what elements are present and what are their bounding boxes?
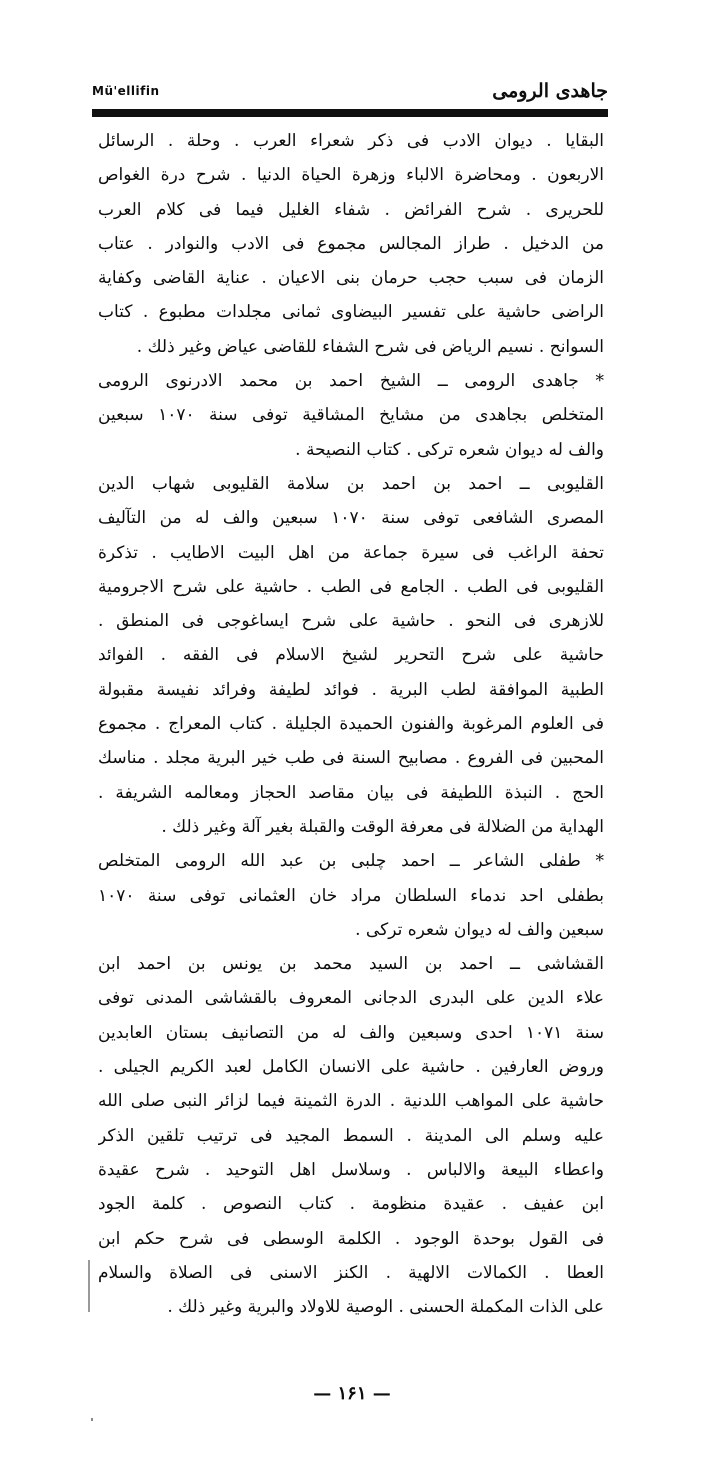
running-head-code: Mü'ellifin <box>92 84 160 98</box>
text-line: حاشیة علی المواهب اللدنیة . الدرة الثمینة فیما لزائر النبی صلی الله <box>98 1091 604 1112</box>
text-line: الهدایة من الضلالة فی معرفة الوقت والقبلة بغیر آلة وغیر ذلك . <box>161 816 604 837</box>
text-line: علی الذات المكملة الحسنی . الوصیة للاولاد والبریة وغیر ذلك . <box>167 1297 604 1318</box>
text-line: الراضی حاشیة علی تفسیر البیضاوی ثمانی مجلدات مطبوع . كتاب <box>98 302 604 323</box>
text-line: المحبین فی الفروع . مصابیح السنة فی طب خیر البریة مجلد . مناسك <box>98 748 604 769</box>
text-line: القلیوبی ــ احمد بن احمد بن سلامة القلیوبی شهاب الدین <box>98 473 604 494</box>
text-line: واعطاء البیعة والالباس . وسلاسل اهل التوحید . شرح عقیدة <box>98 1159 604 1180</box>
text-line: الاربعون . ومحاضرة الالباء وزهرة الحیاة الدنیا . شرح درة الغواص <box>98 165 604 186</box>
text-line: المصری الشافعی توفی سنة ۱۰۷۰ سبعین والف له من التآلیف <box>98 508 604 529</box>
running-head <box>92 80 608 106</box>
page-number: — ۱۶۱ — <box>313 1383 391 1404</box>
text-line: فی القول بوحدة الوجود . الكلمة الوسطی فی شرح حكم ابن <box>98 1228 604 1249</box>
text-line: للازهری فی النحو . حاشیة علی شرح ایساغوجی فی المنطق . <box>98 611 604 632</box>
text-line: سنة ۱۰۷۱ احدی وسبعین والف له من التصانیف بستان العابدین <box>98 1022 604 1043</box>
text-line: بطفلی احد ندماء السلطان مراد خان العثمانی توفی سنة ۱۰۷۰ <box>98 885 604 906</box>
text-line: القشاشی ــ احمد بن السید محمد بن یونس بن احمد ابن <box>98 954 604 975</box>
running-head-title: جاهدی الرومی <box>492 80 608 102</box>
text-line: علاء الدین علی البدری الدجانی المعروف بالقشاشی المدنی توفی <box>98 988 604 1009</box>
text-line: ابن عفیف . عقیدة منظومة . كتاب النصوص . كلمة الجود <box>98 1194 604 1215</box>
text-line: العطا . الكمالات الالهیة . الكنز الاسنی فی الصلاة والسلام <box>98 1262 604 1283</box>
text-line: فی العلوم المرغوبة والفنون الحمیدة الجلیلة . كتاب المعراج . مجموع <box>98 714 604 735</box>
text-line: تحفة الراغب فی سیرة جماعة من اهل البیت الاطایب . تذكرة <box>98 542 604 563</box>
text-line: * طفلی الشاعر ــ احمد چلبی بن عبد الله الرومی المتخلص <box>98 851 604 872</box>
scan-speck <box>91 1418 93 1421</box>
text-line: الزمان فی سبب حجب حرمان بنی الاعیان . عنایة القاضی وكفایة <box>98 268 604 289</box>
text-line: * جاهدی الرومی ــ الشیخ احمد بن محمد الادرنوی الرومی <box>98 371 604 392</box>
text-line: علیه وسلم الی المدینة . السمط المجید فی ترتیب تلقین الذكر <box>98 1125 604 1146</box>
text-line: وروض العارفین . حاشیة علی الانسان الكامل لعبد الكریم الجیلی . <box>98 1057 604 1078</box>
text-line: والف له دیوان شعره تركی . كتاب النصیحة . <box>295 439 604 460</box>
text-line: البقایا . دیوان الادب فی ذكر شعراء العرب . وحلة . الرسائل <box>98 131 604 151</box>
text-line: حاشیة علی شرح التحریر لشیخ الاسلام فی الفقه . الفوائد <box>98 645 604 666</box>
text-line: السوانح . نسیم الریاض فی شرح الشفاء للقاضی عیاض وغیر ذلك . <box>136 336 604 357</box>
body-text <box>98 124 604 1324</box>
margin-mark <box>88 1260 90 1312</box>
text-line: القلیوبی فی الطب . الجامع فی الطب . حاشیة علی شرح الاجرومیة <box>98 576 604 597</box>
text-line: سبعین والف له دیوان شعره تركی . <box>355 919 604 940</box>
text-line: للحریری . شرح الفرائض . شفاء الغلیل فیما فی كلام العرب <box>98 199 604 220</box>
text-line: من الدخیل . طراز المجالس مجموع فی الادب والنوادر . عتاب <box>98 233 604 254</box>
text-line: المتخلص بجاهدی من مشایخ المشاقیة توفی سنة ۱۰۷۰ سبعین <box>98 405 604 426</box>
header-rule <box>92 109 608 117</box>
text-line: الطبیة الموافقة لطب البریة . فوائد لطیفة وفرائد نفیسة مقبولة <box>98 679 604 700</box>
text-line: الحج . النبذة اللطیفة فی بیان مقاصد الحجاز ومعالمه الشریفة . <box>98 782 604 803</box>
